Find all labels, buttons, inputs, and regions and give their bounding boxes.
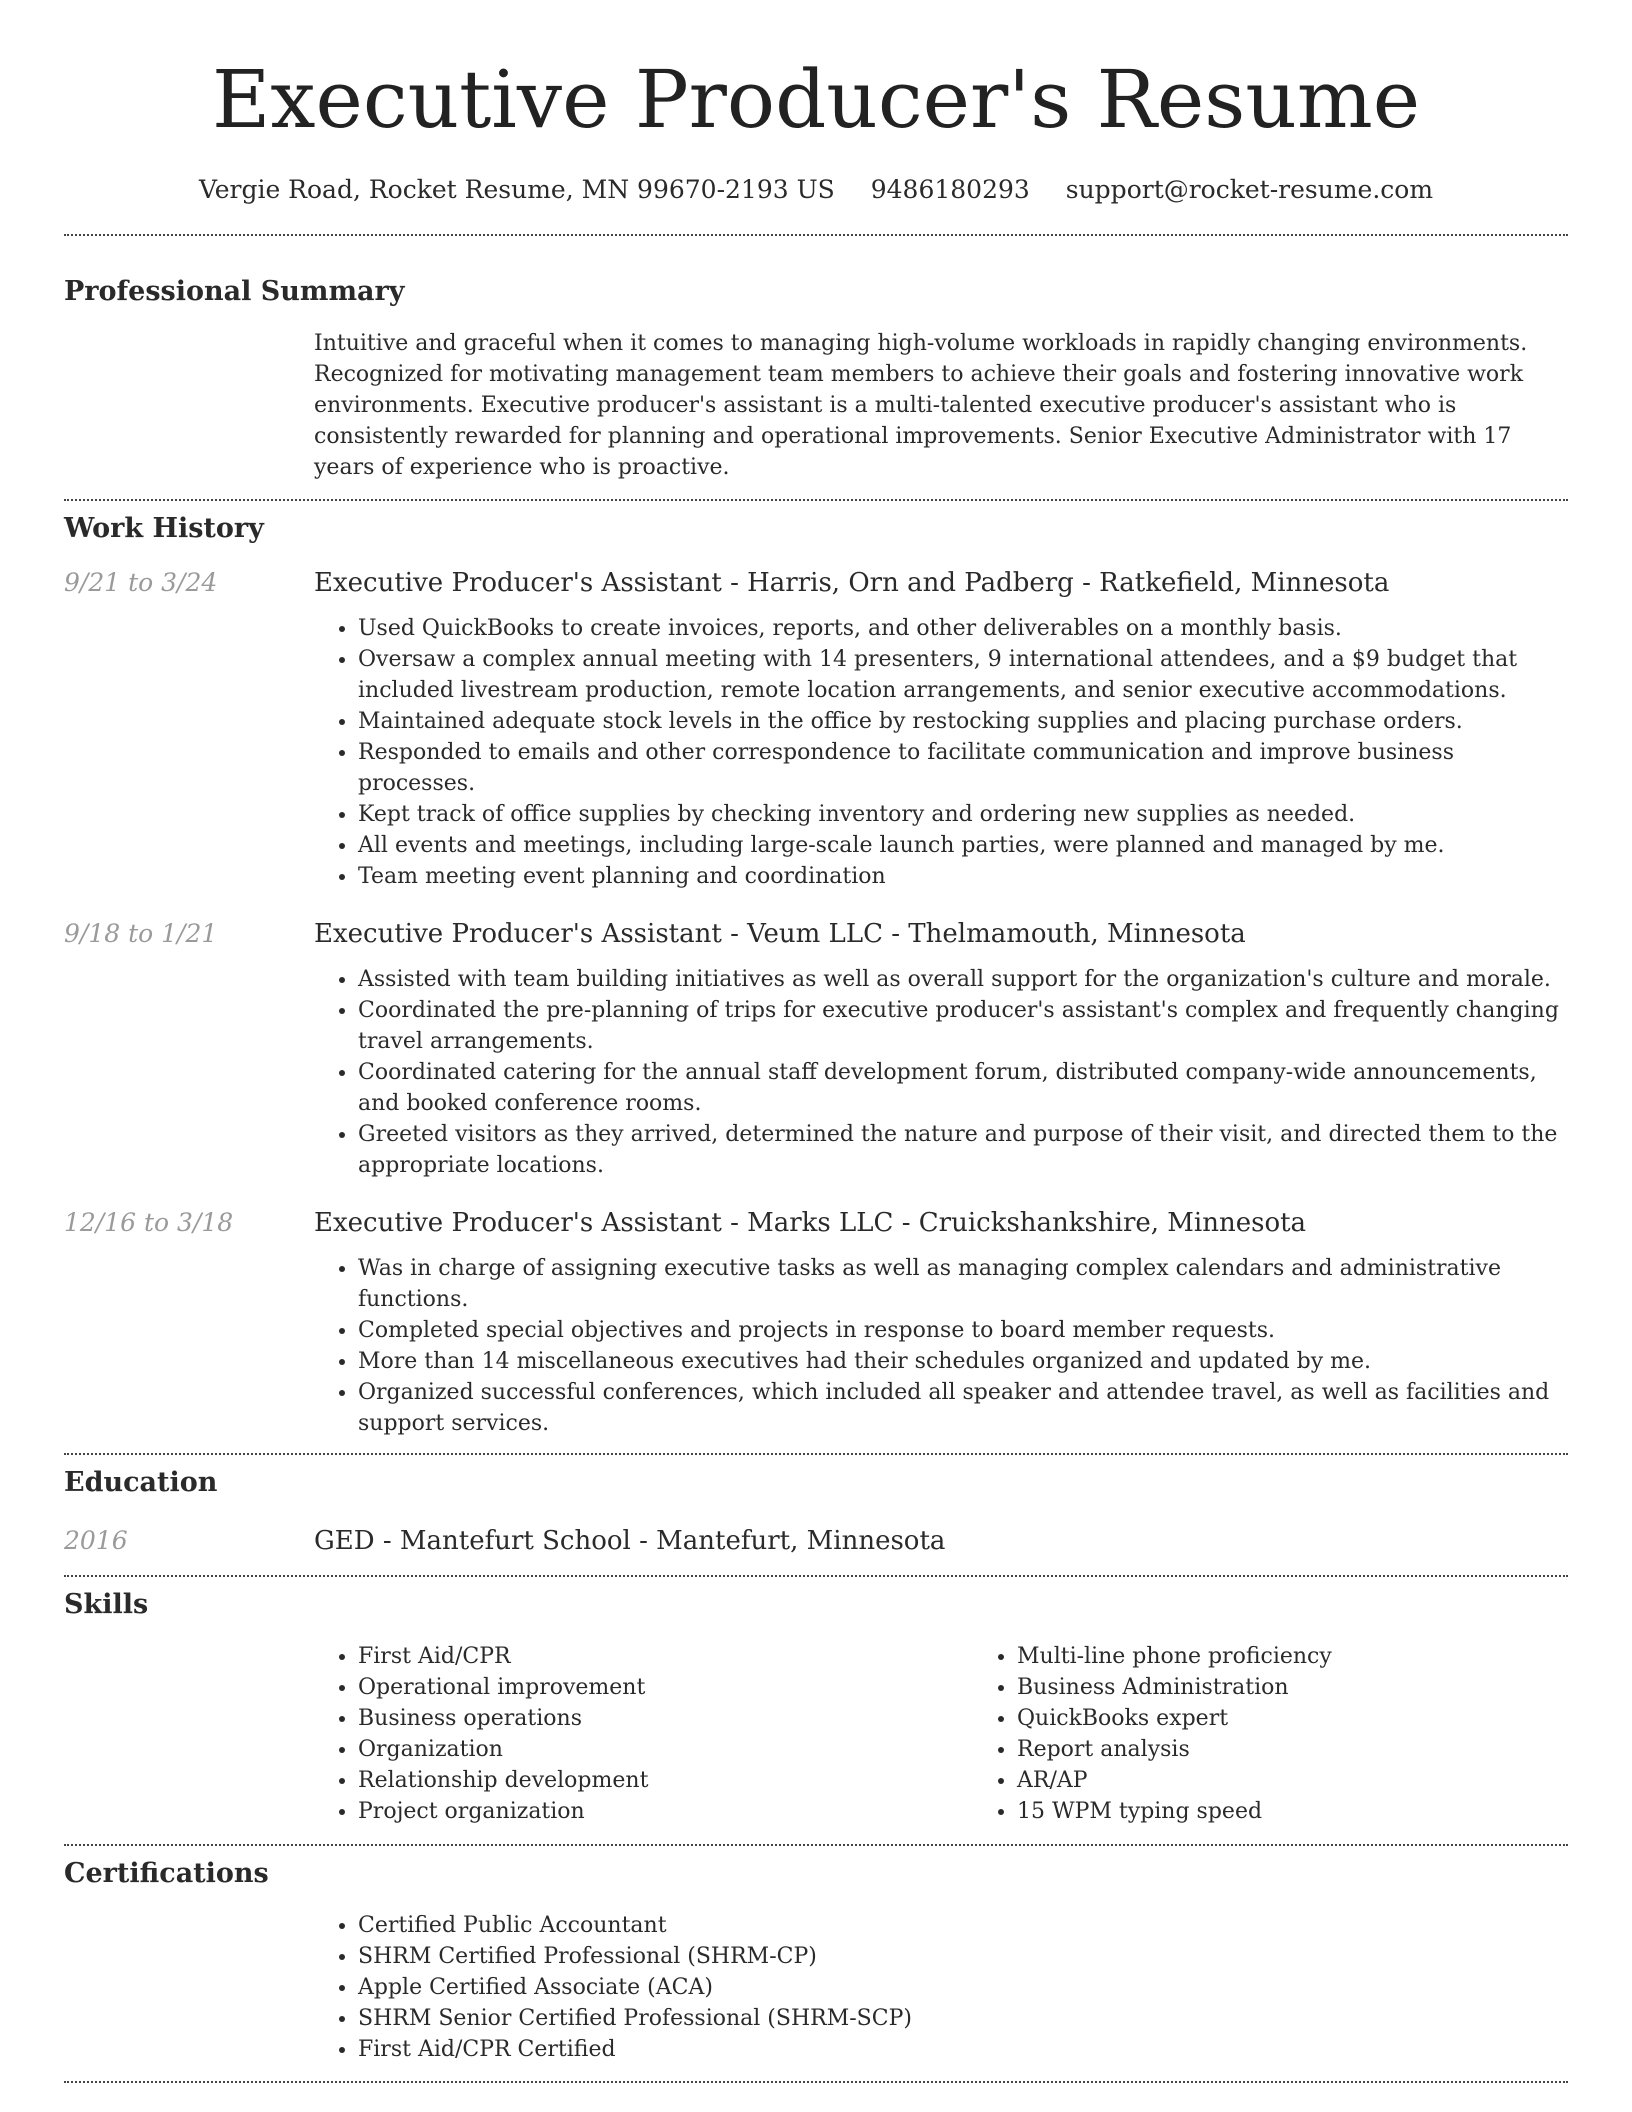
- job-bullet: • More than 14 miscellaneous executives had their schedules organized and updated by me.: [358, 1346, 1568, 1377]
- skill-item: • Organization: [358, 1734, 973, 1765]
- skills-list-left: [314, 1641, 973, 1827]
- certification-item: • First Aid/CPR Certified: [358, 2034, 1568, 2065]
- job-bullet: • Coordinated the pre-planning of trips for executive producer's assistant's complex and frequently changing travel arrangements.: [358, 995, 1568, 1057]
- summary-text: Intuitive and graceful when it comes to managing high-volume workloads in rapidly changing environments. Recognized for motivating management team members to achieve their goals and fostering innovative work environments. Executive producer's assistant is a multi-talented executive producer's assistant who is consistently rewarded for planning and operational improvements. Senior Executive Administrator with 17 years of experience who is proactive.: [314, 331, 1528, 480]
- skill-item: • AR/AP: [1017, 1765, 1632, 1796]
- section-title-education: Education: [64, 1467, 218, 1498]
- divider: [64, 499, 1568, 501]
- certification-item: • Certified Public Accountant: [358, 1910, 1568, 1941]
- certification-item: • SHRM Senior Certified Professional (SHRM-SCP): [358, 2003, 1568, 2034]
- divider: [64, 234, 1568, 236]
- address-text: Vergie Road, Rocket Resume, MN 99670-2193 US: [198, 175, 835, 204]
- education-entry: GED - Mantefurt School - Mantefurt, Minnesota: [314, 1526, 946, 1556]
- skill-item: • Project organization: [358, 1796, 973, 1827]
- job-bullet: • Oversaw a complex annual meeting with 14 presenters, 9 international attendees, and a $9 budget that included livestream production, remote location arrangements, and senior executive accommodations.: [358, 644, 1568, 706]
- skill-item: • Operational improvement: [358, 1672, 973, 1703]
- job-bullet: • Used QuickBooks to create invoices, reports, and other deliverables on a monthly basis.: [358, 613, 1568, 644]
- summary-section: [64, 274, 1568, 483]
- certification-item: • Apple Certified Associate (ACA): [358, 1972, 1568, 2003]
- section-title-work: Work History: [64, 513, 264, 544]
- job-bullet: • Completed special objectives and projects in response to board member requests.: [358, 1315, 1568, 1346]
- skill-item: • Business Administration: [1017, 1672, 1632, 1703]
- skill-item: • Business operations: [358, 1703, 973, 1734]
- skill-item: • Relationship development: [358, 1765, 973, 1796]
- skill-item: • First Aid/CPR: [358, 1641, 973, 1672]
- job-bullet: • Was in charge of assigning executive tasks as well as managing complex calendars and administrative functions.: [358, 1253, 1568, 1315]
- job-title: Executive Producer's Assistant - Marks LLC - Cruickshankshire, Minnesota: [314, 1208, 1307, 1238]
- job-bullet: • Coordinated catering for the annual staff development forum, distributed company-wide announcements, and booked conference rooms.: [358, 1057, 1568, 1119]
- divider: [64, 1844, 1568, 1846]
- job-bullet: • All events and meetings, including large-scale launch parties, were planned and managed by me.: [358, 830, 1568, 861]
- education-year: 2016: [64, 1526, 128, 1555]
- job-entry: [64, 565, 1568, 892]
- skills-section: [64, 1587, 1568, 1827]
- divider: [64, 1453, 1568, 1455]
- contact-line: [64, 172, 1568, 208]
- work-section: [64, 511, 1568, 1439]
- job-bullets: [314, 613, 1568, 892]
- skill-item: • Report analysis: [1017, 1734, 1632, 1765]
- divider: [64, 2081, 1568, 2083]
- job-bullets: [314, 964, 1568, 1181]
- email-text: support@rocket-resume.com: [1065, 175, 1434, 204]
- section-title-certifications: Certifications: [64, 1858, 269, 1889]
- job-entry: [64, 916, 1568, 1181]
- job-bullet: • Responded to emails and other correspondence to facilitate communication and improve business processes.: [358, 737, 1568, 799]
- skill-item: • QuickBooks expert: [1017, 1703, 1632, 1734]
- job-dates: 12/16 to 3/18: [64, 1208, 234, 1237]
- job-bullet: • Kept track of office supplies by checking inventory and ordering new supplies as needed.: [358, 799, 1568, 830]
- education-section: [64, 1465, 1568, 1559]
- job-title: Executive Producer's Assistant - Harris, Orn and Padberg - Ratkefield, Minnesota: [314, 568, 1390, 598]
- job-bullet: • Assisted with team building initiatives as well as overall support for the organization's culture and morale.: [358, 964, 1568, 995]
- job-bullets: [314, 1253, 1568, 1439]
- job-bullet: • Team meeting event planning and coordination: [358, 861, 1568, 892]
- certifications-list: [314, 1910, 1568, 2065]
- phone-text: 9486180293: [870, 175, 1030, 204]
- job-entry: [64, 1205, 1568, 1439]
- skill-item: • Multi-line phone proficiency: [1017, 1641, 1632, 1672]
- certifications-section: [64, 1856, 1568, 2065]
- job-dates: 9/18 to 1/21: [64, 919, 218, 948]
- jobs-list: [64, 565, 1568, 1439]
- job-bullet: • Organized successful conferences, which included all speaker and attendee travel, as well as facilities and support services.: [358, 1377, 1568, 1439]
- divider: [64, 1575, 1568, 1577]
- job-bullet: • Greeted visitors as they arrived, determined the nature and purpose of their visit, and directed them to the appropriate locations.: [358, 1119, 1568, 1181]
- job-bullet: • Maintained adequate stock levels in the office by restocking supplies and placing purchase orders.: [358, 706, 1568, 737]
- skill-item: • 15 WPM typing speed: [1017, 1796, 1632, 1827]
- job-title: Executive Producer's Assistant - Veum LLC - Thelmamouth, Minnesota: [314, 919, 1246, 949]
- section-title-skills: Skills: [64, 1589, 149, 1620]
- resume-title: Executive Producer's Resume: [211, 53, 1421, 146]
- section-title-summary: Professional Summary: [64, 276, 405, 307]
- certification-item: • SHRM Certified Professional (SHRM-CP): [358, 1941, 1568, 1972]
- job-dates: 9/21 to 3/24: [64, 568, 218, 597]
- skills-list-right: [973, 1641, 1632, 1827]
